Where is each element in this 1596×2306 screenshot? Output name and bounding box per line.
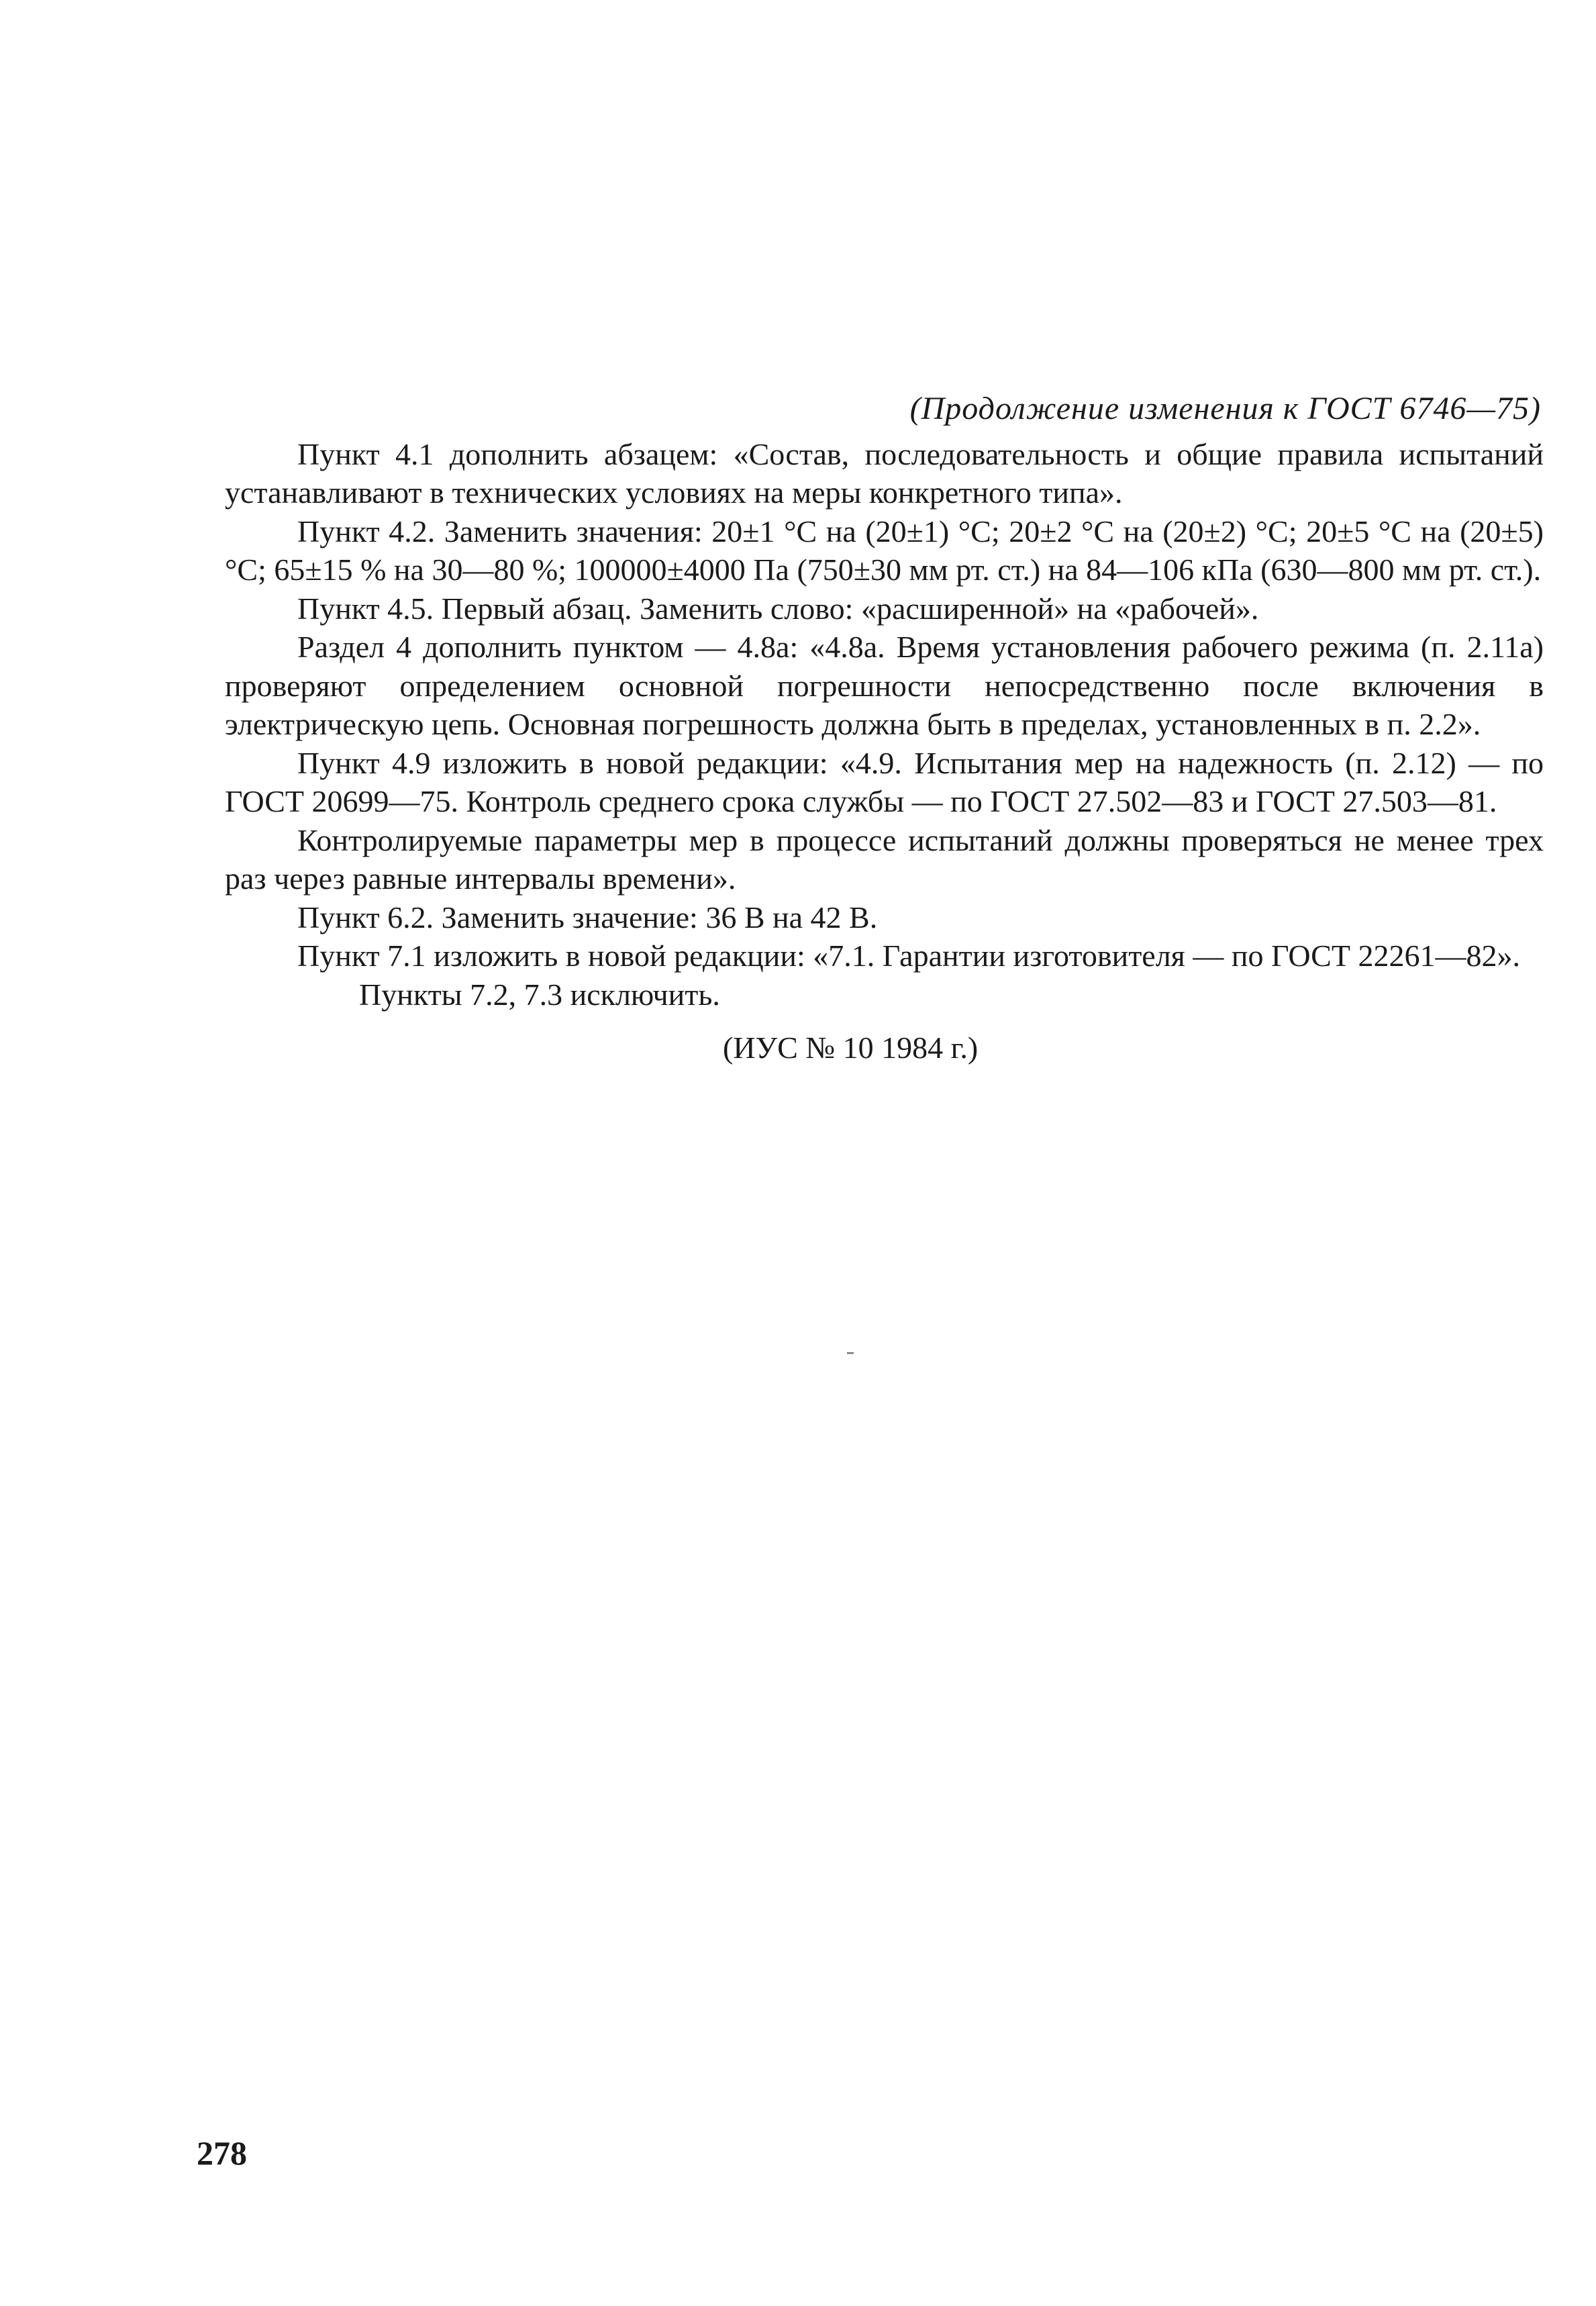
paragraph-4-9: Пункт 4.9 изложить в новой редакции: «4.9. Испытания мер на надежность (п. 2.12) — по ГОСТ 20699—75. Контроль среднего срока службы — по ГОСТ 27.502—83 и ГОСТ 27.503—81. (225, 745, 1544, 818)
document-body (225, 389, 1544, 1067)
scan-speck (847, 1352, 854, 1354)
paragraph-4-9-continued: Контролируемые параметры мер в процессе испытаний должны проверяться не менее трех раз через равные интервалы времени». (225, 822, 1544, 896)
paragraph-7-2-7-3: Пункты 7.2, 7.3 исключить. (359, 977, 720, 1012)
paragraph-7-1: Пункт 7.1 изложить в новой редакции: «7.1. Гарантии изготовителя — по ГОСТ 22261—82». (297, 939, 1520, 973)
source-reference: (ИУС № 10 1984 г.) (723, 1030, 979, 1065)
paragraph-4-5: Пункт 4.5. Первый абзац. Заменить слово: «расширенной» на «рабочей». (297, 591, 1259, 626)
continuation-heading: (Продолжение изменения к ГОСТ 6746—75) (909, 391, 1541, 426)
paragraph-4-8a: Раздел 4 дополнить пунктом — 4.8а: «4.8а. Время установления рабочего режима (п. 2.11а) проверяют определением основной погрешности непосредственно после включения в электрическую цепь. Основная погрешность должна быть в пределах, установленных в п. 2.2». (225, 630, 1544, 741)
paragraph-6-2: Пункт 6.2. Заменить значение: 36 В на 42 В. (297, 900, 878, 934)
paragraph-4-1: Пункт 4.1 дополнить абзацем: «Состав, последовательность и общие правила испытаний устанавливают в технических условиях на меры конкретного типа». (225, 436, 1544, 510)
paragraph-4-2: Пункт 4.2. Заменить значения: 20±1 °С на (20±1) °С; 20±2 °С на (20±2) °С; 20±5 °С на (20±5) °С; 65±15 % на 30—80 %; 100000±4000 Па (750±30 мм рт. ст.) на 84—106 кПа (630—800 мм рт. ст.). (225, 514, 1544, 587)
page-number: 278 (197, 2134, 247, 2172)
